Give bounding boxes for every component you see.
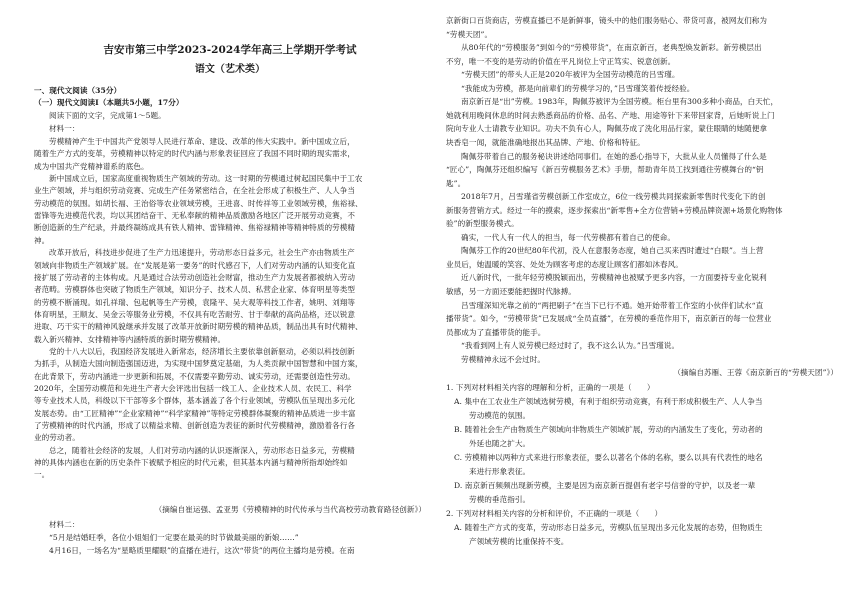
answer-option: A. 随着生产方式的变革，劳动形态日益多元，劳模队伍呈现出多元化发展的态势，但物质生 xyxy=(454,522,763,532)
paragraph-line: 业的劳动者。 xyxy=(34,433,80,443)
paragraph-line: 劳模精神产生于中国共产党领导人民进行革命、建设、改革的伟大实践中。新中国成立后， xyxy=(49,137,355,146)
paragraph-line: 断创造新的生产纪录，并最终凝练成具有铁人精神、雷锋精神、焦裕禄精神等精神特质的劳模精 xyxy=(34,223,356,233)
material2-line: 4月16日，一场名为“星略质里耀眼”的直播在进行，这次“带货”的两位主播均是劳模。在南 xyxy=(49,546,355,555)
paragraph-line: 陶佩芬带着自己的服务秘诀讲述给同事们。在她的悉心指导下，大批从业人员懂得了什么是 xyxy=(461,151,767,161)
question-stem: 1. 下列对材料相关内容的理解和分析，正确的一项是（ ） xyxy=(446,382,655,392)
paragraph-line: 一。 xyxy=(34,470,50,480)
answer-option: C. 劳模精神以两种方式来进行形象表征，要么以著名个体的名称，要么以具有代表性的地名 xyxy=(454,452,763,462)
material1-label: 材料一： xyxy=(49,124,80,133)
answer-option: 来进行形象表征。 xyxy=(469,466,531,476)
paragraph-line: 神的具体内涵也在新的历史条件下被赋予相应的时代元素，但其基本内涵与精神所指却始终如 xyxy=(34,458,348,468)
answer-option: D. 南京新百频频出现新劳模，主要是因为南京新百提倡有老字号信誉的守护，以及老一辈 xyxy=(454,480,756,490)
answer-option: 外延也随之扩大。 xyxy=(469,438,531,448)
paragraph-line: 者范畴。劳模群体也突破了物质生产领域，知识分子、技术人员、私营企业家、体育明星等类型 xyxy=(34,285,356,295)
answer-option: 劳动模范的氛围。 xyxy=(469,410,531,420)
paragraph-line: “劳模天团”。 xyxy=(446,29,493,39)
paragraph-line: 体育明星，王顺友、吴金云等服务业劳模，不仅具有吃苦耐劳、甘于奉献的高尚品格，还以锐意 xyxy=(34,309,356,319)
answer-option: 产领域劳模的比重保持不变。 xyxy=(469,536,569,546)
paragraph-line: 总之，随着社会经济的发展，人们对劳动内涵的认识逐渐深入，劳动形态日益多元，劳模精 xyxy=(49,445,355,455)
paragraph-line: 劳动模范的氛围。如胡长福、王治俗等农业领域劳模，王进喜、时传祥等工业领域劳模，焦裕禄、 xyxy=(34,198,363,208)
paragraph-line: 载入新兴精神、女排精神等内涵特质的新时期劳模精神。 xyxy=(34,334,226,344)
sub-section-heading: （一）现代文阅读Ⅰ（本题共5小题，17分） xyxy=(34,98,184,107)
material2-line: “5月是结婚旺季，各位小姐姐们一定要在最美的时节做最美丽的新娘……” xyxy=(49,533,299,542)
exam-subtitle: 语文（艺术类） xyxy=(194,64,266,75)
paragraph-line: 进取、巧干实干的精神风貌继承并发展了改革开放新时期劳模的精神品质，制品出具有时代精神、 xyxy=(34,322,363,332)
paragraph-line: 改革开放后，科技进步促进了生产力迅速提升，劳动形态日益多元，社会生产亦由物质生产 xyxy=(49,248,355,258)
paragraph-line: 等专业技术人员，科级以下干部等多个群体，基本涵盖了各个行业领域，劳模队伍呈现出多元化 xyxy=(34,396,356,406)
answer-option: 劳模的垂范指引。 xyxy=(469,494,531,504)
paragraph-line: 从80年代的“劳模服务”到如今的“劳模带货”，在南京新百，老典型焕发新彩。新劳模层出 xyxy=(461,43,762,53)
section-heading: 一、现代文阅读（35分） xyxy=(34,86,122,95)
paragraph-line: 验”的新型服务模式。 xyxy=(446,219,519,229)
paragraph-line: 她就利用晚间休息的时间去熟悉商品的价格、品名、产地、用途等针下来带回家背，后她听说上门 xyxy=(446,110,775,120)
paragraph-line: “匠心”，陶佩芬还组织编写《新百劳模服务艺术》手册，帮助青年员工找到通往劳模舞台的“钥 xyxy=(446,165,764,175)
paragraph-line: 神。 xyxy=(34,235,50,245)
paragraph-line: 的劳模不断涌现。如孔祥瑞、包起帆等生产劳模，袁隆平、吴大观等科技工作者，姚明、刘翔等 xyxy=(34,297,356,307)
paragraph-line: 员都成为了直播带货的能手。 xyxy=(446,327,546,337)
paragraph-line: 京新街口百货商店，劳模直播已不是新鲜事，镜头中的他们服务贴心、带货可喜，被网友们称为 xyxy=(446,16,768,25)
answer-option: A. 集中在工农业生产领域选树劳模，有利于组织劳动竞赛，有利于形成积极生产、人人争当 xyxy=(454,396,763,406)
paragraph-line: 党的十八大以后，我国经济发展进入新常态，经济增长主要依靠创新驱动，必须以科技创新 xyxy=(49,346,355,356)
paragraph-line: 为抓手，从制造大国向制造强国迈进，为实现中国梦奠定基础，为人类贡献中国智慧和中国方案， xyxy=(34,359,363,369)
paragraph-line: 块香皂一闻，就能准确地报出其品牌、产地、价格和特征。 xyxy=(446,137,645,147)
reading-instruction: 阅读下面的文字，完成第1～5题。 xyxy=(49,111,166,120)
question-stem: 2. 下列对材料相关内容的分析和评价，不正确的一项是（ ） xyxy=(446,508,663,518)
paragraph-line: “劳模天团”的带头人正是2020年被评为全国劳动模范的吕雪瑾。 xyxy=(461,70,680,80)
paragraph-line: 播带货”。如今，“劳模带货”已发展成“全员直播”，在劳模的垂范作用下，南京新百的每一位营业 xyxy=(446,314,772,324)
paragraph-line: 雷锋等先进模范代表，均以其团结奋干、无私奉献的精神品质激励各地区广泛开展劳动竞赛，不 xyxy=(34,211,356,221)
exam-title: 吉安市第三中学2023-2024学年高三上学期开学考试 xyxy=(103,44,357,56)
paragraph-line: 2020年，全国劳动模范和先进生产者大会评选出包括一线工人、企业技术人员、农民工、科学 xyxy=(34,384,352,393)
paragraph-line: 劳模精神永远不会过时。 xyxy=(461,354,546,364)
paragraph-line: 南京新百是“出”劳模。1983年，陶佩芬被评为全国劳模。柜台里有300多种小商品，白天忙， xyxy=(461,97,779,107)
paragraph-line: 近八新时代，一批年轻劳模脱颖而出，劳模精神也被赋予更多内容，一方面要持专业化锐利 xyxy=(461,273,767,283)
paragraph-line: 接扩展了劳动者的主体构成。凡是通过合法劳动创造社会财富，推动生产力发展者都被纳入劳动 xyxy=(34,272,356,282)
paragraph-line: 随着生产方式的变革，劳模精神以特定的时代内涵与形象表征回应了我国不同时期的现实需求， xyxy=(34,149,356,159)
paragraph-line: 了劳模精神的时代内涵，形成了以精益求精、创新创造为表征的新时代劳模精神，激励着各行各 xyxy=(34,421,356,431)
paragraph-line: 匙”。 xyxy=(446,178,466,188)
paragraph-line: 新服务营销方式。经过一年的摸索，逐步探索出“新零售+全方位营销+劳模品牌资源+场景化购物体 xyxy=(446,205,783,215)
paragraph-line: 在此背景下，劳动内涵进一步更新和拓展，不仅需要辛勤劳动、诚实劳动，还需要创造性劳动。 xyxy=(34,371,356,381)
paragraph-line: 成为中国共产党精神谱系的底色。 xyxy=(34,161,149,171)
paragraph-line: 业员后，她温暖的笑容、处处为顾客考虑的态度让顾客们都如沐春风。 xyxy=(446,259,683,269)
material1-source: （摘编自崔运强、孟亚男《劳模精神的时代传承与当代高校劳动教育路径创新》） xyxy=(154,505,426,514)
paragraph-line: 不穷，唯一不变的是劳动的价值在平凡岗位上守正笃实、锐意创新。 xyxy=(446,56,676,66)
paragraph-line: 发展态势。由“工匠精神”“企业家精神”“科学家精神”等特定劳模群体凝聚的精神品质进一步丰富 xyxy=(34,408,356,418)
paragraph-line: 陶佩芬工作的20世纪80年代初，没人在意服务态度，她自己买来西时遭过“白眼”。当上营 xyxy=(461,246,764,256)
paragraph-line: 吕雪瑾深知光靠之前的“两把刷子”在当下已行不通。她开始带着工作室的小伙伴们试水“直 xyxy=(461,300,764,310)
answer-option: B. 随着社会生产由物质生产领域向非物质生产领域扩展，劳动的内涵发生了变化，劳动者的 xyxy=(454,424,763,434)
paragraph-line: 确实，一代人有一代人的担当，每一代劳模都有着自己的使命。 xyxy=(461,232,676,242)
paragraph-line: 新中国成立后，国家高度重视物质生产领域的劳动。这一时期的劳模通过树起国民集中于工农 xyxy=(49,174,363,184)
paragraph-line: “我能成为劳模，都是向前辈们的劳模学习的，”吕雪瑾笑着传授经验。 xyxy=(461,83,695,93)
paragraph-line: “我看到网上有人说劳模已经过时了，我不这么认为。”吕雪瑾说。 xyxy=(461,341,680,351)
paragraph-line: 院向专业人士请教专业知识。功夫不负有心人，陶佩芬成了洗化用品行家，蒙住眼睛的她随便拿 xyxy=(446,124,768,134)
paragraph-line: 业生产领域，并与组织劳动竞赛、完成生产任务紧密结合，在全社会形成了积极生产、人人争当 xyxy=(34,186,356,196)
paragraph-line: 2018年7月，吕雪瑾省劳模创新工作室成立，6位一线劳模共同探索新零售时代变化下的创 xyxy=(461,192,766,202)
paragraph-line: 领域向非物质生产领域扩展。在“发展是第一要务”的时代感召下，人们对劳动内涵的认知变化直 xyxy=(34,260,356,270)
material2-label: 材料二： xyxy=(49,520,80,529)
paragraph-line: 敏感，另一方面还要能把握时代脉搏。 xyxy=(446,287,576,296)
material2-source: （摘编自苏雁、王蓉《南京新百的“劳模天团”》） xyxy=(673,368,838,378)
